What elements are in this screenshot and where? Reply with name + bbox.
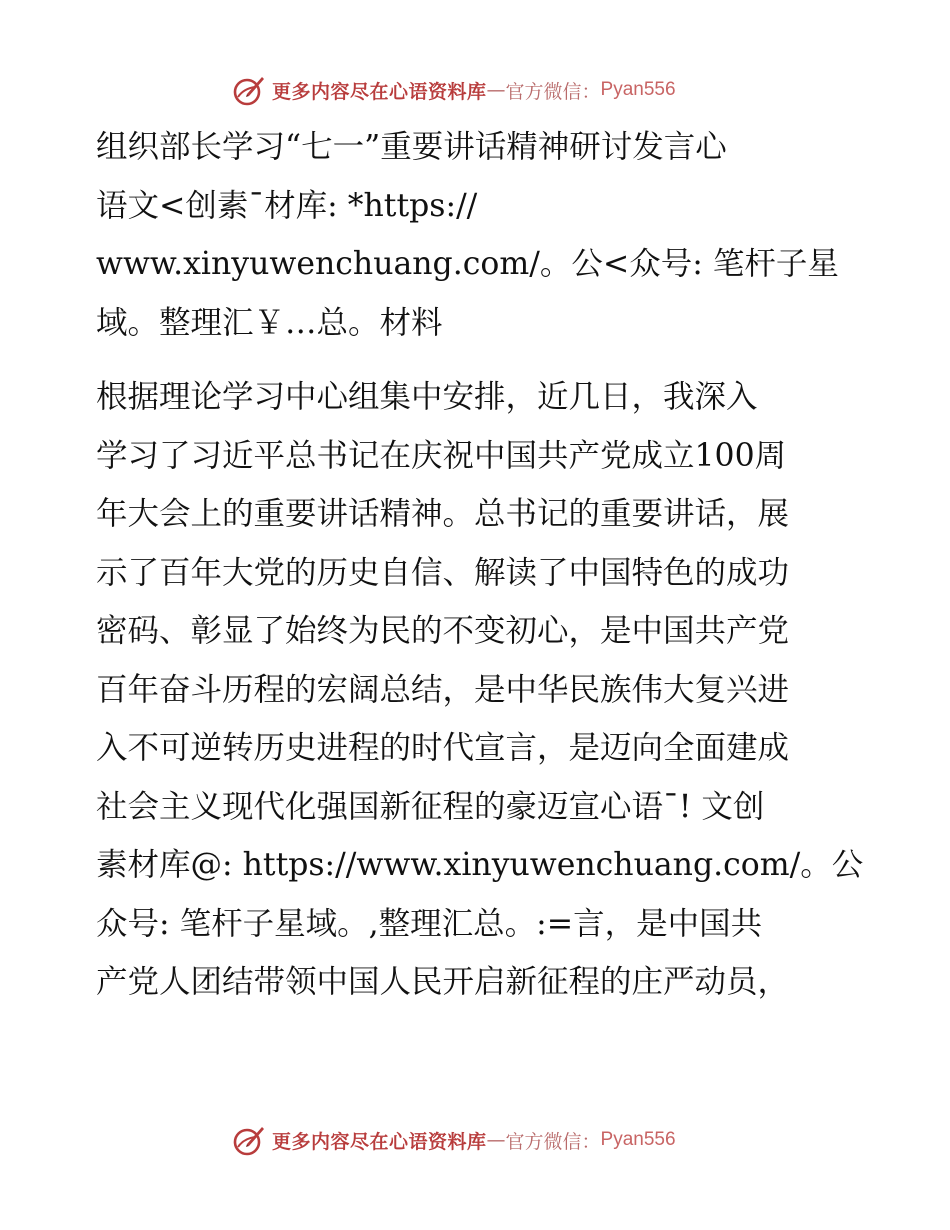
pen-logo-icon: [232, 73, 266, 107]
banner-wechat-label: 官方微信：: [505, 80, 601, 103]
body-line: 社会主义现代化强国新征程的豪迈宣心语¯! 文创: [96, 788, 765, 825]
banner-wechat-id: Pyan556: [600, 1129, 676, 1150]
body-line: 学习了习近平总书记在庆祝中国共产党成立100周: [96, 437, 787, 474]
banner-wechat-label: 官方微信：: [505, 1130, 601, 1153]
body-line: 根据理论学习中心组集中安排，近几日，我深入: [96, 379, 758, 415]
header-watermark-banner: [232, 70, 676, 110]
banner-wechat-id: Pyan556: [600, 79, 676, 100]
body-line: 密码、彰显了始终为民的不变初心，是中国共产党: [96, 613, 790, 649]
document-body: [96, 368, 864, 1012]
footer-watermark-banner: [232, 1120, 676, 1160]
body-line: 示了百年大党的历史自信、解读了中国特色的成功: [96, 554, 790, 591]
body-line: 百年奋斗历程的宏阔总结，是中华民族伟大复兴进: [96, 671, 790, 708]
title-line: www.xinyuwenchuang.com/。公<众号: 笔杆子星: [96, 246, 839, 282]
pen-logo-icon: [232, 1123, 266, 1157]
title-line: 语文<创素¯材库: *https://: [96, 187, 478, 224]
title-line: 域。整理汇￥…总。材料: [96, 304, 443, 341]
body-line: 素材库@: https://www.xinyuwenchuang.com/。公: [96, 847, 864, 883]
body-line: 产党人团结带领中国人民开启新征程的庄严动员，: [96, 964, 790, 1000]
document-title: [96, 118, 856, 352]
body-line: 众号: 笔杆子星域。,整理汇总。:=言，是中国共: [96, 905, 763, 942]
banner-slogan: 更多内容尽在心语资料库: [272, 80, 487, 103]
body-line: 入不可逆转历史进程的时代宣言，是迈向全面建成: [96, 730, 790, 766]
banner-dash: —: [486, 79, 506, 101]
body-line: 年大会上的重要讲话精神。总书记的重要讲话，展: [96, 496, 790, 532]
title-line: 组织部长学习“七一”重要讲话精神研讨发言心: [96, 129, 727, 165]
banner-dash: —: [486, 1129, 506, 1151]
banner-slogan: 更多内容尽在心语资料库: [272, 1130, 487, 1153]
